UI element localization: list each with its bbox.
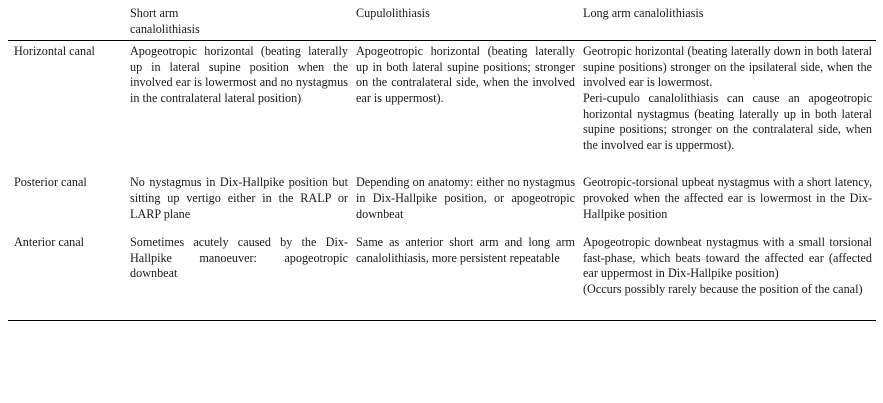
- cell-long-arm-paragraph: Geotropic-torsional upbeat nystagmus with a short latency, provoked when the affected ear is lowermost in the Dix-Hallpike position: [583, 175, 872, 221]
- table-row-anterior-canal: [8, 233, 876, 320]
- header-short-arm-label: Short arm canalolithiasis: [130, 6, 200, 36]
- cell-long-arm-paragraph: Geotropic horizontal (beating laterally down in both lateral supine positions) stronger on the ipsilateral side, when the involved ear is lowermost.: [583, 44, 872, 90]
- header-empty-cell: [8, 0, 126, 41]
- cell-long-arm-paragraph: Apogeotropic downbeat nystagmus with a small torsional fast-phase, which beats toward the affected ear (affected ear uppermost in Dix-Hallpike position): [583, 235, 872, 281]
- table-body: [8, 41, 876, 320]
- table-row-horizontal-canal: [8, 41, 876, 174]
- cell-long-arm: [579, 41, 876, 174]
- cell-long-arm-paragraph: Peri-cupulo canalolithiasis can cause an apogeotropic horizontal nystagmus (beating laterally up in both lateral supine positions; stronger on the contralateral side, when the involved ear is uppermost).: [583, 90, 872, 152]
- table-row-posterior-canal: [8, 173, 876, 233]
- cell-long-arm: [579, 233, 876, 320]
- cell-long-arm-paragraph: (Occurs possibly rarely because the position of the canal): [583, 281, 863, 296]
- header-cupulolithiasis-label: Cupulolithiasis: [356, 6, 430, 20]
- cell-short-arm: Sometimes acutely caused by the Dix-Hallpike manoeuver: apogeotropic downbeat: [130, 235, 348, 281]
- cell-cupulolithiasis: Same as anterior short arm and long arm canalolithiasis, more persistent repeatable: [356, 235, 575, 265]
- row-label: Anterior canal: [14, 235, 85, 250]
- table-header: [8, 0, 876, 41]
- header-short-arm: [126, 0, 352, 41]
- cell-short-arm: Apogeotropic horizontal (beating laterally up in lateral supine position when the involved ear is lowermost and no nystagmus in the contralateral lateral position): [130, 44, 348, 105]
- row-label: Posterior canal: [14, 175, 87, 190]
- cell-long-arm: [579, 173, 876, 233]
- nystagmus-comparison-table: [8, 0, 876, 321]
- header-cupulolithiasis: [352, 0, 579, 41]
- header-row: [8, 0, 876, 41]
- cell-cupulolithiasis: Depending on anatomy: either no nystagmus in Dix-Hallpike position, or apogeotropic downbeat: [356, 175, 575, 221]
- row-label: Horizontal canal: [14, 44, 95, 59]
- data-table-container: [8, 0, 876, 321]
- cell-short-arm: No nystagmus in Dix-Hallpike position but sitting up vertigo either in the RALP or LARP plane: [130, 175, 348, 221]
- header-long-arm: [579, 0, 876, 41]
- header-long-arm-label: Long arm canalolithiasis: [583, 6, 704, 20]
- cell-cupulolithiasis: Apogeotropic horizontal (beating laterally up in both lateral supine positions; stronger on the contralateral side, when the involved ear is uppermost).: [356, 44, 575, 105]
